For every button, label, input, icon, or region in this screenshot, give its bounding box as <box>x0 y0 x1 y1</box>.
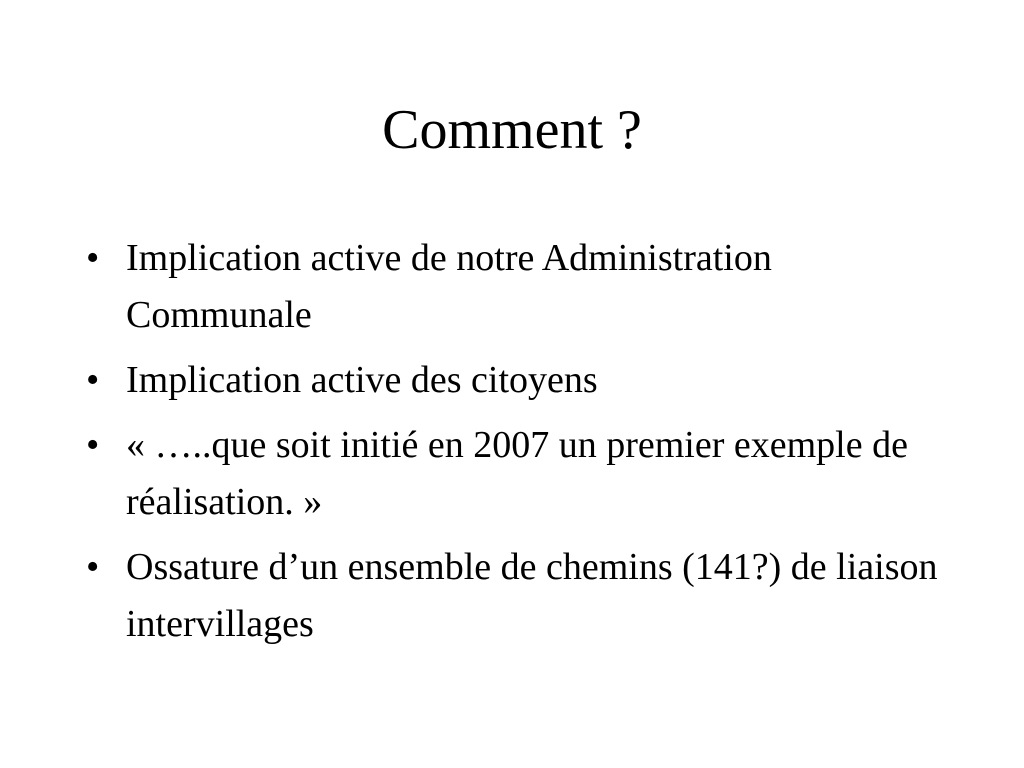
bullet-icon: • <box>86 359 100 401</box>
bullet-item-administration <box>86 230 946 344</box>
bullet-text: « …..que soit initié en 2007 un premier exemple de réalisation. » <box>126 424 908 523</box>
bullet-text: Implication active de notre Administration Communale <box>126 237 772 336</box>
bullet-icon: • <box>86 546 100 588</box>
bullet-list <box>86 230 946 661</box>
bullet-text: Implication active des citoyens <box>126 359 598 401</box>
bullet-item-realisation <box>86 417 946 531</box>
slide-title: Comment ? <box>382 99 642 161</box>
bullet-text: Ossature d’un ensemble de chemins (141?) de liaison intervillages <box>126 546 938 645</box>
bullet-icon: • <box>86 424 100 466</box>
bullet-item-citoyens <box>86 352 946 409</box>
bullet-item-chemins <box>86 539 946 653</box>
bullet-icon: • <box>86 237 100 279</box>
